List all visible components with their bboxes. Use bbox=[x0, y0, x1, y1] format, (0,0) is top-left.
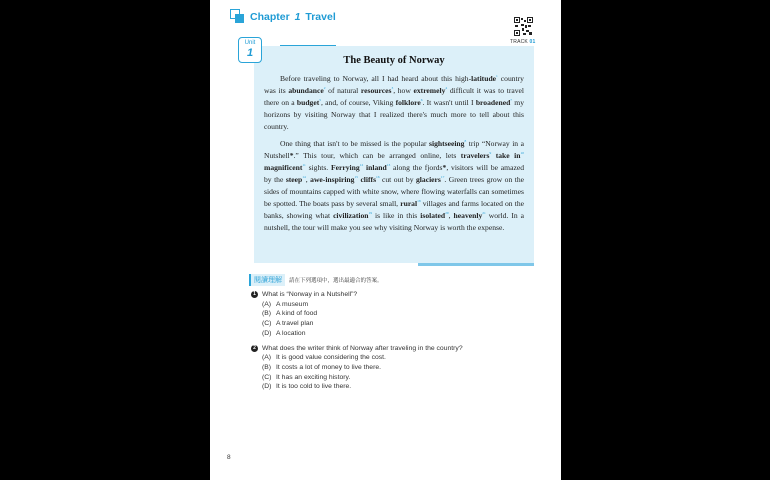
vocab-word: rural bbox=[400, 199, 418, 208]
option-text: It has an exciting history. bbox=[276, 373, 351, 381]
vocab-word: broadened bbox=[475, 98, 511, 107]
article-paragraph-2: One thing that isn't to be missed is the popular sightseeing$^8$ trip “Norway in a Nutshell*.” This tour, which can be arranged online, lets travelers$^9$ take $in^{10}$ magnificent$^{11}$ sights. Ferrying$^{12}$ inland$^{13}$ along the fjords*, visitors will be amazed by the steep$^{14}$, awe-inspiring$^{15}$ cliffs$^{16}$ cut out by glaciers$^{17}$. Green trees grow on the sides of mountains capped with white snow, where flowing waterfalls can sometimes be spotted. The boats pass by several small, rural$^{18}$ villages and farms located on the banks, showing what civilization$^{19}$ is like in this isolated$^{20}$, heavenly$^{21}$ world. In a nutshell, the tour will make you see why visiting Norway is worth the expense. bbox=[264, 139, 525, 232]
unit-badge bbox=[238, 37, 262, 63]
reading-tag: 閱讀理解 bbox=[249, 274, 285, 286]
answer-option[interactable] bbox=[251, 319, 463, 329]
option-letter: (B) bbox=[262, 310, 272, 318]
option-text: A kind of food bbox=[276, 310, 318, 318]
chapter-title: Travel bbox=[305, 11, 336, 23]
track-label bbox=[510, 39, 536, 45]
vocab-word: steep bbox=[285, 175, 303, 184]
vocab-footnote-number: 19 bbox=[368, 211, 372, 215]
option-text: It is good value considering the cost. bbox=[276, 354, 386, 362]
option-text: A location bbox=[276, 329, 306, 337]
option-letter: (C) bbox=[262, 320, 272, 328]
vocab-word: abundance bbox=[288, 86, 324, 95]
vocab-footnote-number: 3 bbox=[391, 86, 394, 90]
option-text: It costs a lot of money to live there. bbox=[276, 363, 382, 371]
vocab-footnote-number: 10 bbox=[520, 151, 524, 155]
article bbox=[254, 46, 534, 239]
vocab-word: sightseeing bbox=[429, 139, 465, 148]
vocab-word: magnificent bbox=[264, 163, 303, 172]
vocab-footnote-number: 8 bbox=[464, 139, 467, 143]
answer-option[interactable] bbox=[251, 329, 463, 339]
vocab-word: resources bbox=[360, 86, 392, 95]
track-number: 01 bbox=[529, 39, 536, 45]
vocab-word: inland bbox=[366, 163, 387, 172]
option-letter: (D) bbox=[262, 383, 272, 391]
chapter-heading bbox=[250, 11, 336, 23]
vocab-footnote-number: 5 bbox=[319, 98, 322, 102]
vocab-footnote-number: 11 bbox=[302, 163, 306, 167]
vocab-footnote-number: 6 bbox=[420, 98, 423, 102]
article-title: The Beauty of Norway bbox=[343, 55, 445, 66]
vocab-footnote-number: 4 bbox=[445, 86, 448, 90]
vocab-word: * bbox=[289, 151, 294, 160]
question-number-badge: 1 bbox=[251, 291, 258, 298]
vocab-footnote-number: 9 bbox=[489, 151, 492, 155]
vocab-word: awe-inspiring bbox=[310, 175, 355, 184]
chapter-squares-icon bbox=[230, 9, 246, 25]
option-letter: (C) bbox=[262, 373, 272, 381]
option-text: A travel plan bbox=[276, 320, 314, 328]
track-text: TRACK bbox=[510, 39, 528, 45]
vocab-word: * bbox=[442, 163, 447, 172]
vocab-word: take in bbox=[495, 151, 521, 160]
vocab-word: folklore bbox=[395, 98, 421, 107]
vocab-word: extremely bbox=[413, 86, 446, 95]
chapter-label: Chapter bbox=[250, 11, 290, 23]
vocab-footnote-number: 1 bbox=[496, 74, 498, 78]
question-number-badge: 2 bbox=[251, 345, 258, 352]
vocab-footnote-number: 16 bbox=[376, 175, 380, 179]
option-letter: (B) bbox=[262, 363, 272, 371]
vocab-word: cliffs bbox=[360, 175, 377, 184]
article-paragraph-1: Before traveling to Norway, all I had heard about this high-latitude$^1$ country was its abundance$^2$ of natural resources$^3$, how extremely$^4$ difficult it was to travel there on a budget$^5$, and, of course, Viking folklore$^6$. It wasn't until I broadened$^7$ my horizons by visiting Norway that I realized there's much more to tell about this country. bbox=[264, 74, 525, 131]
vocab-footnote-number: 12 bbox=[359, 163, 364, 167]
answer-option[interactable] bbox=[251, 363, 463, 373]
vocab-word: isolated bbox=[420, 211, 446, 220]
answer-option[interactable] bbox=[251, 309, 463, 319]
vocab-word: travelers bbox=[460, 151, 490, 160]
vocab-footnote-number: 7 bbox=[510, 98, 513, 102]
answer-option[interactable] bbox=[251, 373, 463, 383]
question-text: What does the writer think of Norway after traveling in the country? bbox=[262, 344, 463, 352]
vocab-footnote-number: 13 bbox=[386, 163, 391, 167]
vocab-footnote-number: 18 bbox=[417, 199, 421, 203]
answer-option[interactable] bbox=[251, 300, 463, 310]
unit-number: 1 bbox=[246, 47, 254, 59]
qr-code-icon[interactable] bbox=[514, 17, 533, 36]
vocab-word: latitude bbox=[471, 74, 497, 83]
vocab-footnote-number: 15 bbox=[354, 175, 358, 179]
vocab-word: Ferrying bbox=[331, 163, 360, 172]
page-number: 8 bbox=[227, 454, 231, 461]
vocab-footnote-number: 17 bbox=[440, 175, 445, 179]
vocab-word: civilization bbox=[333, 211, 369, 220]
answer-option[interactable] bbox=[251, 382, 463, 392]
vocab-footnote-number: 14 bbox=[302, 175, 306, 179]
vocab-footnote-number: 21 bbox=[482, 211, 486, 215]
vocab-word: budget bbox=[296, 98, 320, 107]
chapter-number: 1 bbox=[294, 11, 301, 23]
option-text: A museum bbox=[276, 300, 309, 308]
question-text: What is “Norway in a Nutshell”? bbox=[262, 291, 358, 298]
reading-instruction: 請在下列選項中，選出最適合的答案。 bbox=[289, 278, 383, 284]
option-letter: (A) bbox=[262, 300, 272, 308]
answer-option[interactable] bbox=[251, 353, 463, 363]
vocab-footnote-number: 20 bbox=[445, 211, 449, 215]
reading-comprehension-header bbox=[249, 274, 383, 286]
vocab-footnote-number: 2 bbox=[323, 86, 326, 90]
book-page bbox=[210, 0, 561, 480]
chapter-header bbox=[230, 9, 336, 25]
option-letter: (D) bbox=[262, 329, 272, 337]
unit-label: Unit bbox=[244, 40, 256, 46]
questions bbox=[251, 290, 463, 397]
option-text: It is too cold to live there. bbox=[276, 383, 352, 391]
vocab-word: glaciers bbox=[416, 175, 441, 184]
question-2 bbox=[251, 344, 463, 393]
article-box-accent bbox=[418, 263, 534, 266]
option-letter: (A) bbox=[262, 354, 272, 362]
question-1 bbox=[251, 290, 463, 339]
vocab-word: heavenly bbox=[453, 211, 483, 220]
